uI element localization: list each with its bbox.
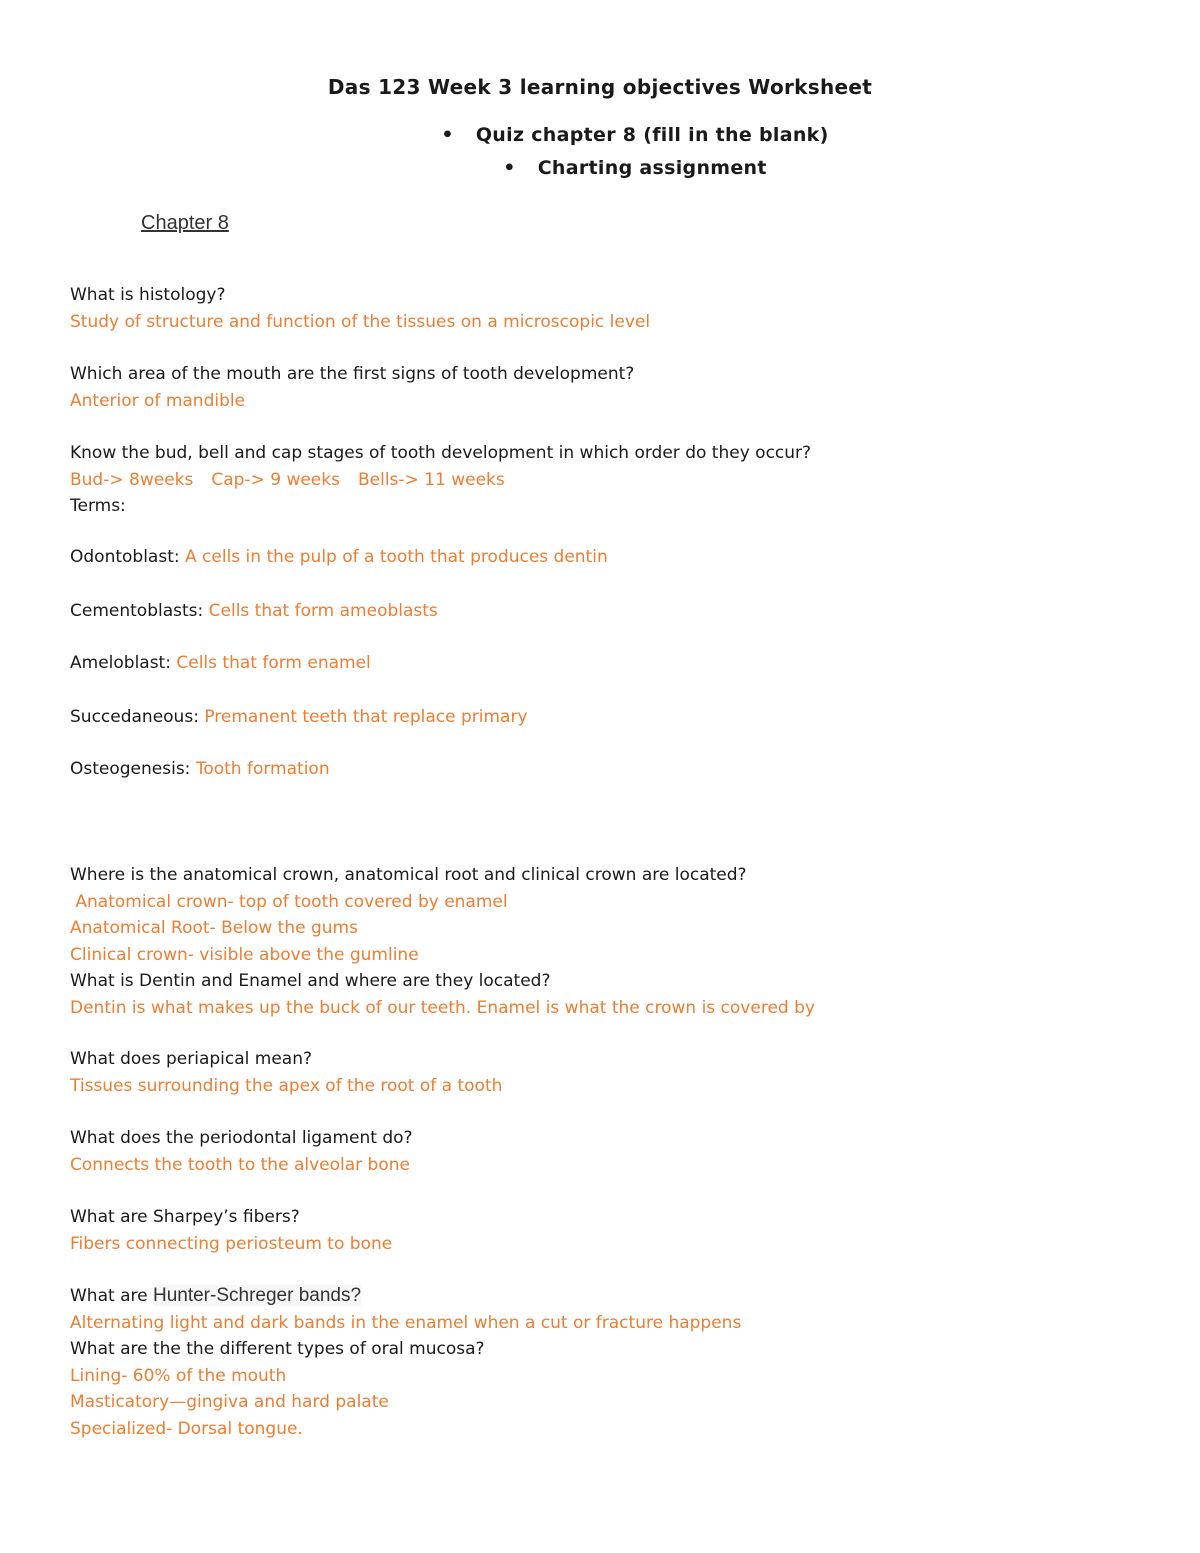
term-osteogenesis [70,756,1170,783]
chapter-heading: Chapter 8 [141,212,229,234]
answer-text: Anterior of mandible [70,390,246,411]
periapical-block [70,1046,1170,1099]
hunter-mucosa-block [70,1283,1170,1442]
answer-text [70,467,1170,494]
term-definition: Tooth formation [195,759,330,779]
first-signs-block [70,361,1170,414]
terms-label: Terms: [70,496,126,516]
term-label: Ameloblast: [70,653,171,673]
term-definition: Cells that form ameoblasts [208,601,438,621]
sharpey-block [70,1204,1170,1257]
answer-text: Masticatory—gingiva and hard palate [70,1392,389,1412]
crown-block [70,862,1170,1021]
term-definition: Cells that form enamel [176,653,371,673]
term-definition: Premanent teeth that replace primary [204,707,528,727]
question-text: What are Sharpey’s fibers? [70,1207,300,1227]
answer-text: Lining- 60% of the mouth [70,1365,287,1386]
stage-cap: Cap-> 9 weeks [211,469,340,490]
term-label: Osteogenesis: [70,759,191,779]
term-cementoblasts [70,598,1170,625]
term-label: Succedaneous: [70,707,199,727]
term-label: Cementoblasts: [70,601,204,621]
term-ameloblast [70,650,1170,677]
question-text: What does the periodontal ligament do? [70,1128,413,1148]
highlighted-term: Hunter-Schreger bands? [152,1285,362,1306]
answer-text: Study of structure and function of the tissues on a microscopic level [70,311,651,332]
answer-text: Anatomical Root- Below the gums [70,918,358,938]
stage-bell: Bells-> 11 weeks [357,469,505,490]
answer-text: Fibers connecting periosteum to bone [70,1233,393,1254]
term-odontoblast [70,544,1170,571]
pdl-block [70,1125,1170,1178]
question-text: What is histology? [70,285,226,305]
worksheet-title: Das 123 Week 3 learning objectives Worksheet [327,75,873,99]
bullet-item-label: Quiz chapter 8 (fill in the blank) [475,124,829,146]
term-succedaneous [70,704,1170,731]
answer-text: Dentin is what makes up the buck of our teeth. Enamel is what the crown is covered by [70,997,815,1018]
bullet-icon: • [503,157,516,179]
stage-bud: Bud-> 8weeks [70,469,194,490]
term-definition: A cells in the pulp of a tooth that produces dentin [185,547,608,567]
stages-block [70,440,1170,520]
term-label: Odontoblast: [70,547,180,567]
answer-text: Anatomical crown- top of tooth covered by enamel [70,891,508,912]
question-prefix: What are [70,1286,153,1306]
question-text: What is Dentin and Enamel and where are they located? [70,971,551,991]
answer-text: Specialized- Dorsal tongue. [70,1418,303,1439]
bullet-icon: • [441,124,454,146]
bullet-item-label: Charting assignment [537,157,767,179]
answer-text: Tissues surrounding the apex of the root of a tooth [70,1075,503,1096]
answer-text: Alternating light and dark bands in the enamel when a cut or fracture happens [70,1312,742,1333]
question-text: Where is the anatomical crown, anatomical root and clinical crown are located? [70,865,747,885]
question-text: Which area of the mouth are the first signs of tooth development? [70,364,635,384]
assignment-bullet-list [0,122,1200,188]
question-text [70,1283,1170,1310]
answer-text: Connects the tooth to the alveolar bone [70,1154,410,1175]
histology-block [70,282,1170,335]
question-text: What are the the different types of oral mucosa? [70,1339,485,1359]
question-text: What does periapical mean? [70,1049,313,1069]
bullet-item-quiz [0,122,1200,155]
bullet-item-charting [0,155,1200,188]
answer-text: Clinical crown- visible above the gumline [70,944,419,965]
question-text: Know the bud, bell and cap stages of tooth development in which order do they occur? [70,443,812,463]
